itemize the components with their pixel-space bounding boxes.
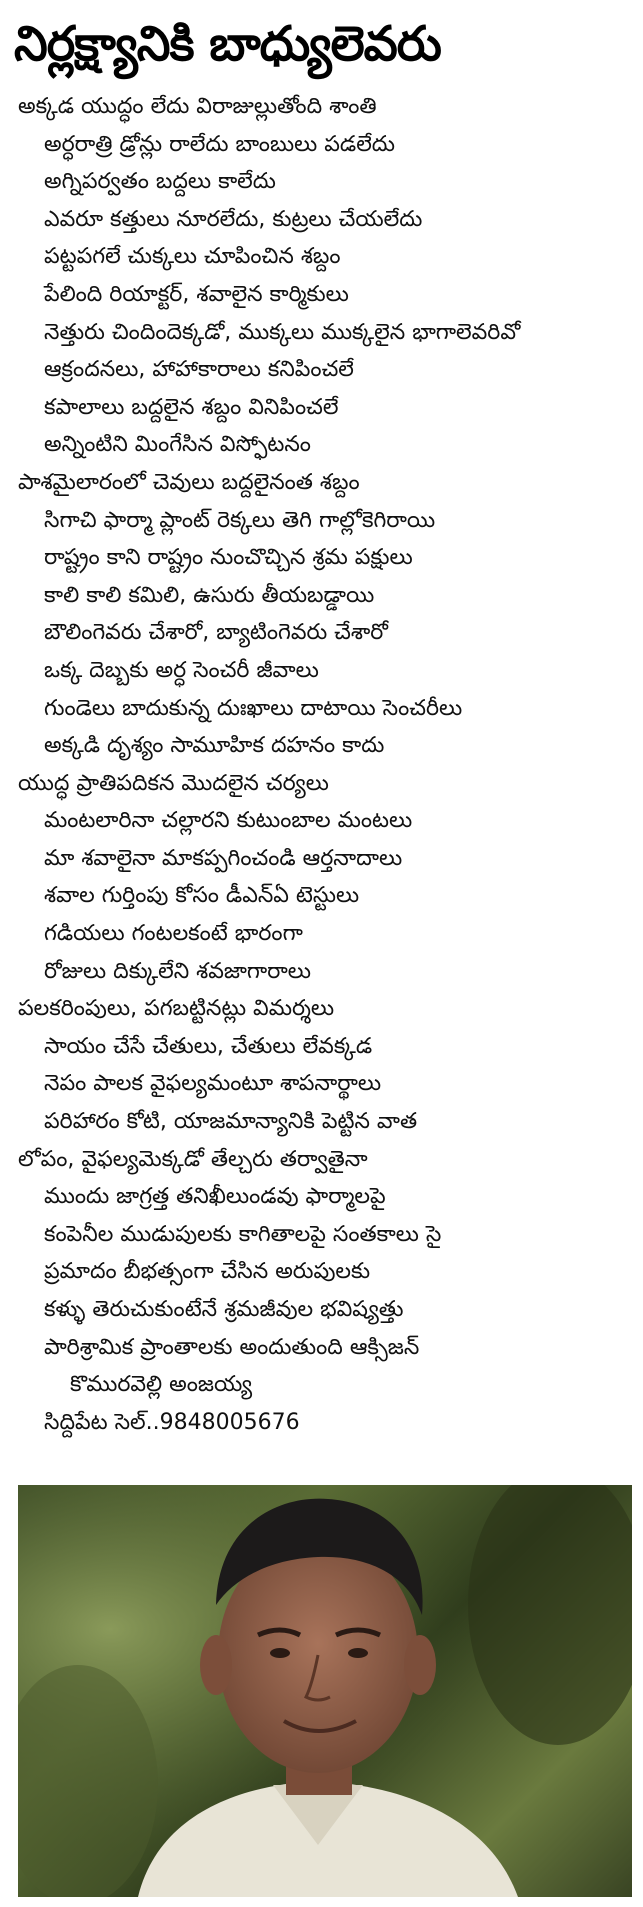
poem-line: పలకరింపులు, పగబట్టినట్లు విమర్శలు <box>18 996 335 1022</box>
poem-line: అక్కడ యుద్ధం లేదు విరాజుల్లుతోంది శాంతి <box>18 94 377 119</box>
poem-line: ముందు జాగ్రత్త తనిఖీలుండవు ఫార్మాలపై <box>44 1184 386 1210</box>
article-title: నిర్లక్ష్యానికి బాధ్యులెవరు <box>14 16 441 72</box>
poem-line: రాష్ట్రం కాని రాష్ట్రం నుంచొచ్చిన శ్రమ పక్షులు <box>44 545 413 571</box>
poem-line: నెత్తురు చిందిందెక్కడో, ముక్కలు ముక్కలైన భాగాలెవరివో <box>44 319 521 345</box>
poem-line: కపాలాలు బద్దలైన శబ్దం వినిపించలే <box>44 394 339 420</box>
poem-line: కంపెనీల ముడుపులకు కాగితాలపై సంతకాలు సై <box>44 1221 442 1247</box>
poem-line: రోజులు దిక్కులేని శవజాగారాలు <box>44 958 311 984</box>
author-portrait-illustration <box>18 1485 632 1897</box>
poem-line: ఒక్క దెబ్బకు అర్ధ సెంచరీ జీవాలు <box>44 657 319 683</box>
poem-line: అర్ధరాత్రి డ్రోన్లు రాలేదు బాంబులు పడలేదు <box>44 131 395 157</box>
poem-line: మా శవాలైనా మాకప్పగించండి ఆర్తనాదాలు <box>44 845 403 871</box>
poem-line: గడియలు గంటలకంటే భారంగా <box>44 921 303 947</box>
poem-line: గుండెలు బాదుకున్న దుఃఖాలు దాటాయి సెంచరీలు <box>44 695 463 721</box>
poem-line: సాయం చేసే చేతులు, చేతులు లేవక్కడ <box>44 1033 373 1059</box>
poem-line: పాశమైలారంలో చెవులు బద్దలైనంత శబ్దం <box>18 469 360 495</box>
poem-line: కాలి కాలి కమిలి, ఉసురు తీయబడ్డాయి <box>44 582 375 608</box>
poem-line: సిగాచి ఫార్మా ప్లాంట్ రెక్కలు తెగి గాల్లోకెగిరాయి <box>44 507 436 533</box>
poem-line: అన్నింటిని మింగేసిన విస్ఫోటనం <box>44 432 311 458</box>
poem-line: బౌలింగెవరు చేశారో, బ్యాటింగెవరు చేశారో <box>44 620 388 646</box>
poem-line: నెపం పాలక వైఫల్యమంటూ శాపనార్థాలు <box>44 1071 382 1097</box>
author-photo <box>18 1485 632 1897</box>
poem-line: పట్టపగలే చుక్కలు చూపించిన శబ్దం <box>44 244 341 270</box>
poem-line: ఆక్రందనలు, హాహాకారాలు కనిపించలే <box>44 357 354 383</box>
poem-line: లోపం, వైఫల్యమెక్కడో తేల్చరు తర్వాతైనా <box>18 1146 368 1172</box>
poem-line: ఎవరూ కత్తులు నూరలేదు, కుట్రలు చేయలేదు <box>44 206 423 232</box>
poem-line: ప్రమాదం బీభత్సంగా చేసిన అరుపులకు <box>44 1259 371 1285</box>
poem-line: కళ్ళు తెరుచుకుంటేనే శ్రమజీవుల భవిష్యత్తు <box>44 1297 404 1322</box>
author-name: కొమురవెల్లి అంజయ్య <box>70 1372 253 1398</box>
poem-line: మంటలారినా చల్లారని కుటుంబాల మంటలు <box>44 808 413 834</box>
author-contact: సిద్దిపేట సెల్..9848005676 <box>44 1409 300 1435</box>
poem-line: పారిశ్రామిక ప్రాంతాలకు అందుతుంది ఆక్సిజన్ <box>44 1334 420 1360</box>
poem-line: శవాల గుర్తింపు కోసం డీఎన్ఏ టెస్టులు <box>44 883 360 909</box>
poem-line: పరిహారం కోటి, యాజమాన్యానికి పెట్టిన వాత <box>44 1109 418 1135</box>
poem-line: అక్కడి దృశ్యం సామూహిక దహనం కాదు <box>44 733 385 759</box>
poem-line: అగ్నిపర్వతం బద్దలు కాలేదు <box>44 169 276 195</box>
poem-body <box>18 88 633 1441</box>
poem-line: యుద్ధ ప్రాతిపదికన మొదలైన చర్యలు <box>18 770 329 796</box>
poem-line: పేలింది రియాక్టర్, శవాలైన కార్మికులు <box>44 281 349 307</box>
